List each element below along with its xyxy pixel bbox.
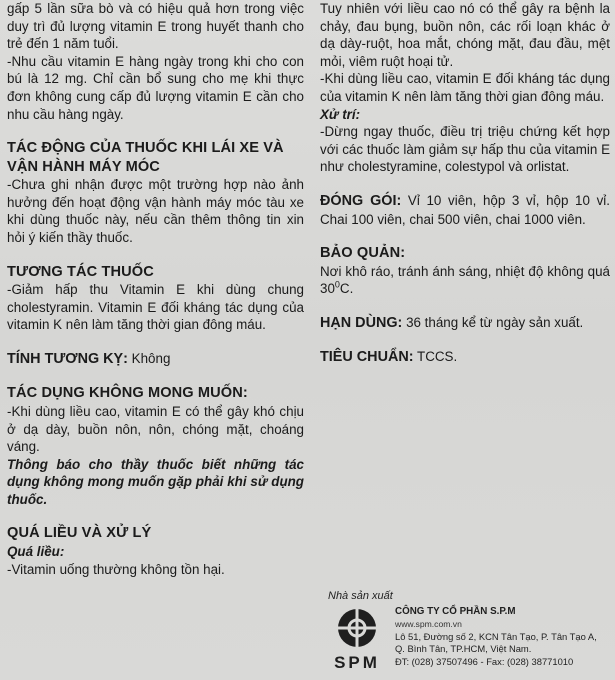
company-phone: ĐT: (028) 37507496 - Fax: (028) 38771010	[395, 655, 574, 667]
storage-degree: 0	[334, 279, 340, 290]
interaction-paragraph: -Giảm hấp thu Vitamin E khi dùng chung cholestyramin. Vitamin E đối kháng tác dụng của vitamin K nên làm tăng thời gian đông máu.	[7, 282, 304, 333]
storage-paragraph	[320, 263, 610, 298]
packaging-label: ĐÓNG GÓI:	[320, 192, 402, 209]
company-address-2: Q. Bình Tân, TP.HCM, Việt Nam.	[395, 643, 532, 655]
interaction-heading: TƯƠNG TÁC THUỐC	[7, 263, 154, 280]
storage-unit: C.	[339, 281, 354, 297]
company-name: CÔNG TY CỔ PHẦN S.P.M	[395, 606, 516, 617]
company-address-1: Lô 51, Đường số 2, KCN Tân Tạo, P. Tân Tạo A,	[395, 630, 597, 642]
side-effects-note: Thông báo cho thầy thuốc biết những tác dụng không mong muốn gặp phải khi sử dụng thuốc.	[7, 456, 304, 507]
expiry-value: 36 tháng kể từ ngày sản xuất.	[402, 314, 584, 330]
expiry-label: HẠN DÙNG:	[320, 314, 403, 331]
standard-value: TCCS.	[413, 349, 458, 365]
high-dose-paragraph: Tuy nhiên với liều cao nó có thể gây ra bệnh la chảy, đau bụng, buồn nôn, các rối loạn khác ở dạ dày-ruột, hoa mắt, chóng mặt, đau đầu, mệt mỏi, viêm ruột hoại tử.	[320, 1, 610, 69]
overdose-subheading: Quá liều:	[7, 543, 65, 559]
vitamin-k-paragraph: -Khi dùng liều cao, vitamin E đối kháng tác dụng của vitamin K nên làm tăng thời gian đông máu.	[320, 71, 610, 104]
lactation-paragraph: -Nhu cầu vitamin E hàng ngày trong khi cho con bú là 12 mg. Chỉ cần bổ sung cho mẹ khi thực đơn không cung cấp đủ lượng vitamin E cần cho nhu cầu hàng ngày.	[7, 53, 304, 122]
driving-heading: TÁC ĐỘNG CỦA THUỐC KHI LÁI XE VÀ VẬN HÀNH MÁY MÓC	[7, 140, 284, 175]
breastmilk-paragraph: gấp 5 lần sữa bò và có hiệu quả hơn trong việc duy trì đủ lượng vitamin E trong huyết thanh cho trẻ đến 1 năm tuổi.	[7, 1, 304, 52]
treatment-paragraph: -Dừng ngay thuốc, điều trị triệu chứng kết hợp với các thuốc làm giảm sự hấp thu của vitamin E như cholestyramine, colestypol và orlistat.	[320, 124, 610, 175]
standard-line	[320, 348, 610, 367]
side-effects-paragraph: -Khi dùng liều cao, vitamin E có thể gây khó chịu ở dạ dày, buồn nôn, nôn, chóng mặt, choáng váng.	[7, 403, 304, 455]
standard-label: TIÊU CHUẨN:	[320, 349, 414, 366]
company-info	[395, 606, 613, 668]
incompatibility-label: TÍNH TƯƠNG KỴ:	[7, 350, 128, 367]
incompatibility-line	[7, 350, 304, 369]
storage-text: Nơi khô ráo, tránh ánh sáng, nhiệt độ không quá 30	[320, 263, 610, 297]
storage-heading: BẢO QUẢN:	[320, 245, 406, 262]
expiry-line	[320, 314, 610, 333]
driving-paragraph: -Chưa ghi nhận được một trường hợp nào ảnh hưởng đến hoạt động vận hành máy móc tàu xe khi dùng thuốc này, nếu cần thêm thông tin xin hỏi ý kiến thầy thuốc.	[7, 177, 304, 245]
packaging-line	[320, 192, 610, 228]
logo-text: SPM	[334, 653, 380, 672]
company-website: www.spm.com.vn	[395, 619, 462, 630]
side-effects-heading: TÁC DỤNG KHÔNG MONG MUỐN:	[7, 385, 248, 402]
right-column	[320, 0, 610, 367]
treatment-subheading: Xử trí:	[320, 106, 361, 122]
manufacturer-label: Nhà sản xuất	[328, 590, 393, 602]
left-column	[7, 0, 304, 578]
packaging-value: Vỉ 10 viên, hộp 3 vỉ, hộp 10 vỉ. Chai 100 viên, chai 500 viên, chai 1000 viên.	[320, 192, 610, 227]
overdose-heading: QUÁ LIỀU VÀ XỬ LÝ	[7, 525, 152, 542]
incompatibility-value: Không	[127, 350, 171, 366]
overdose-paragraph: -Vitamin uống thường không tồn hại.	[7, 561, 225, 577]
spm-logo	[322, 606, 392, 672]
